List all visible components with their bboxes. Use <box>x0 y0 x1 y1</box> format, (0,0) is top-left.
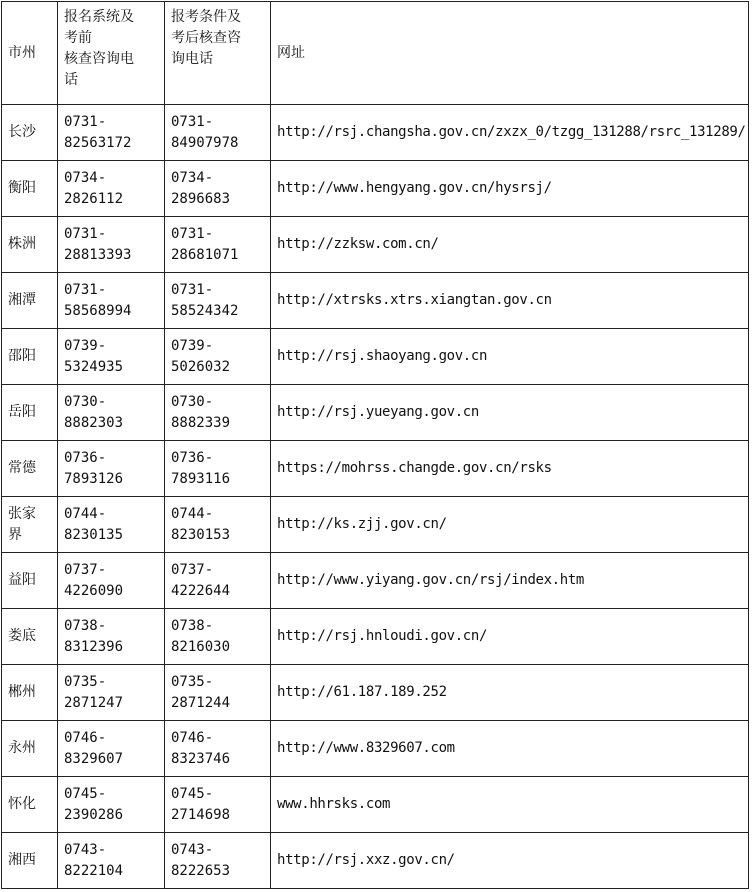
reg-phone-cell-line: 2826112 <box>64 190 124 207</box>
city-cell <box>2 665 58 721</box>
table-row <box>2 665 749 721</box>
url-link[interactable]: http://www.hengyang.gov.cn/hysrsj/ <box>277 180 552 196</box>
header-cond-phone-line: 报考条件及 <box>171 9 241 25</box>
city-cell-line: 郴州 <box>8 684 36 700</box>
url-cell <box>271 777 749 833</box>
city-cell <box>2 161 58 217</box>
reg-phone-cell-line: 0736- <box>64 449 107 466</box>
cond-phone-cell <box>165 441 271 497</box>
reg-phone-cell <box>58 161 165 217</box>
city-cell-line: 株洲 <box>8 236 36 252</box>
reg-phone-cell-line: 0730- <box>64 393 107 410</box>
table-row <box>2 721 749 777</box>
cond-phone-cell <box>165 217 271 273</box>
table-row <box>2 161 749 217</box>
city-cell <box>2 833 58 889</box>
city-cell-line: 界 <box>8 526 22 543</box>
cond-phone-cell-line: 28681071 <box>171 246 239 263</box>
city-cell-line: 邵阳 <box>8 348 36 364</box>
table-body <box>2 2 749 889</box>
header-cond-phone-line: 考后核查咨 <box>171 30 241 46</box>
url-cell <box>271 609 749 665</box>
cond-phone-cell <box>165 273 271 329</box>
header-city <box>2 2 58 105</box>
reg-phone-cell-line: 0743- <box>64 841 107 858</box>
reg-phone-cell <box>58 553 165 609</box>
reg-phone-cell-line: 7893126 <box>64 470 124 487</box>
reg-phone-cell <box>58 441 165 497</box>
cond-phone-cell-line: 2871244 <box>171 694 231 711</box>
contact-table <box>1 1 749 889</box>
cond-phone-cell-line: 0739- <box>171 337 214 354</box>
url-link[interactable]: http://rsj.hnloudi.gov.cn/ <box>277 628 488 644</box>
url-link[interactable]: http://rsj.yueyang.gov.cn <box>277 404 479 420</box>
city-cell <box>2 273 58 329</box>
cond-phone-cell <box>165 329 271 385</box>
reg-phone-cell <box>58 329 165 385</box>
cond-phone-cell-line: 5026032 <box>171 358 231 375</box>
url-link[interactable]: http://xtrsks.xtrs.xiangtan.gov.cn <box>277 292 552 308</box>
table-row <box>2 217 749 273</box>
reg-phone-cell-line: 2871247 <box>64 694 124 711</box>
cond-phone-cell-line: 0746- <box>171 729 214 746</box>
cond-phone-cell-line: 0734- <box>171 169 214 186</box>
city-cell-line: 长沙 <box>8 124 36 140</box>
city-cell <box>2 553 58 609</box>
cond-phone-cell-line: 2714698 <box>171 806 231 823</box>
url-link[interactable]: http://zzksw.com.cn/ <box>277 236 439 252</box>
table-row <box>2 777 749 833</box>
city-cell-line: 怀化 <box>8 796 36 812</box>
cond-phone-cell-line: 0735- <box>171 673 214 690</box>
cond-phone-cell-line: 0743- <box>171 841 214 858</box>
cond-phone-cell-line: 58524342 <box>171 302 239 319</box>
url-cell <box>271 385 749 441</box>
header-reg-phone-line: 报名系统及 <box>64 9 134 25</box>
cond-phone-cell-line: 0730- <box>171 393 214 410</box>
city-cell-line: 岳阳 <box>8 404 36 420</box>
url-cell <box>271 105 749 161</box>
header-reg-phone <box>58 2 165 105</box>
reg-phone-cell <box>58 833 165 889</box>
reg-phone-cell <box>58 105 165 161</box>
header-reg-phone-line: 核查咨询电 <box>64 51 134 67</box>
url-cell <box>271 217 749 273</box>
cond-phone-cell-line: 0731- <box>171 281 214 298</box>
url-cell <box>271 273 749 329</box>
cond-phone-cell-line: 8323746 <box>171 750 231 767</box>
cond-phone-cell-line: 0737- <box>171 561 214 578</box>
url-link[interactable]: http://www.8329607.com <box>277 740 455 756</box>
cond-phone-cell-line: 0731- <box>171 225 214 242</box>
reg-phone-cell <box>58 609 165 665</box>
reg-phone-cell-line: 0745- <box>64 785 107 802</box>
reg-phone-cell-line: 4226090 <box>64 582 124 599</box>
reg-phone-cell <box>58 721 165 777</box>
table-row <box>2 105 749 161</box>
url-link[interactable]: www.hhrsks.com <box>277 796 391 812</box>
reg-phone-cell <box>58 273 165 329</box>
cond-phone-cell <box>165 161 271 217</box>
reg-phone-cell-line: 0734- <box>64 169 107 186</box>
city-cell-line: 衡阳 <box>8 180 36 196</box>
reg-phone-cell-line: 82563172 <box>64 134 132 151</box>
reg-phone-cell <box>58 217 165 273</box>
reg-phone-cell-line: 28813393 <box>64 246 132 263</box>
url-cell <box>271 497 749 553</box>
reg-phone-cell <box>58 665 165 721</box>
url-link[interactable]: http://rsj.changsha.gov.cn/zxzx_0/tzgg_131288/rsrc_131289/ <box>277 124 746 140</box>
header-reg-phone-line: 考前 <box>64 30 92 46</box>
cond-phone-cell <box>165 553 271 609</box>
url-link[interactable]: http://rsj.xxz.gov.cn/ <box>277 852 455 868</box>
reg-phone-cell-line: 0744- <box>64 505 107 522</box>
reg-phone-cell-line: 8882303 <box>64 414 124 431</box>
city-cell-line: 湘西 <box>8 852 36 868</box>
reg-phone-cell <box>58 777 165 833</box>
header-row <box>2 2 749 105</box>
reg-phone-cell-line: 0739- <box>64 337 107 354</box>
reg-phone-cell-line: 0735- <box>64 673 107 690</box>
table-row <box>2 329 749 385</box>
reg-phone-cell-line: 0731- <box>64 113 107 130</box>
cond-phone-cell <box>165 497 271 553</box>
city-cell <box>2 217 58 273</box>
cond-phone-cell <box>165 777 271 833</box>
url-link[interactable]: http://61.187.189.252 <box>277 684 447 700</box>
reg-phone-cell-line: 0746- <box>64 729 107 746</box>
url-cell <box>271 665 749 721</box>
cond-phone-cell-line: 0745- <box>171 785 214 802</box>
url-link[interactable]: https://mohrss.changde.gov.cn/rsks <box>277 460 552 476</box>
cond-phone-cell-line: 8230153 <box>171 526 231 543</box>
reg-phone-cell-line: 58568994 <box>64 302 132 319</box>
reg-phone-cell <box>58 497 165 553</box>
table-row <box>2 553 749 609</box>
table-row <box>2 497 749 553</box>
url-cell <box>271 329 749 385</box>
city-cell-line: 娄底 <box>8 628 36 644</box>
url-link[interactable]: http://www.yiyang.gov.cn/rsj/index.htm <box>277 572 584 588</box>
reg-phone-cell-line: 2390286 <box>64 806 124 823</box>
table-row <box>2 385 749 441</box>
reg-phone-cell-line: 0738- <box>64 617 107 634</box>
city-cell <box>2 385 58 441</box>
header-url-text: 网址 <box>277 44 305 61</box>
header-url <box>271 2 749 105</box>
header-cond-phone-line: 询电话 <box>171 51 213 67</box>
url-cell <box>271 721 749 777</box>
city-cell-line: 张家 <box>8 505 36 522</box>
reg-phone-cell-line: 8312396 <box>64 638 124 655</box>
reg-phone-cell <box>58 385 165 441</box>
url-cell <box>271 553 749 609</box>
url-link[interactable]: http://rsj.shaoyang.gov.cn <box>277 348 488 364</box>
cond-phone-cell-line: 8222653 <box>171 862 231 879</box>
cond-phone-cell-line: 0731- <box>171 113 214 130</box>
cond-phone-cell-line: 7893116 <box>171 470 231 487</box>
url-cell <box>271 441 749 497</box>
cond-phone-cell <box>165 721 271 777</box>
header-reg-phone-line: 话 <box>64 72 78 88</box>
reg-phone-cell-line: 8230135 <box>64 526 124 543</box>
city-cell <box>2 777 58 833</box>
cond-phone-cell-line: 2896683 <box>171 190 231 207</box>
cond-phone-cell <box>165 385 271 441</box>
cond-phone-cell-line: 0738- <box>171 617 214 634</box>
cond-phone-cell-line: 0736- <box>171 449 214 466</box>
city-cell-line: 湘潭 <box>8 292 36 308</box>
cond-phone-cell-line: 84907978 <box>171 134 239 151</box>
cond-phone-cell <box>165 609 271 665</box>
city-cell <box>2 441 58 497</box>
header-city-text: 市州 <box>8 44 36 61</box>
cond-phone-cell <box>165 665 271 721</box>
city-cell <box>2 609 58 665</box>
table-row <box>2 441 749 497</box>
city-cell-line: 益阳 <box>8 572 36 588</box>
city-cell <box>2 721 58 777</box>
cond-phone-cell-line: 0744- <box>171 505 214 522</box>
table-row <box>2 833 749 889</box>
reg-phone-cell-line: 0731- <box>64 225 107 242</box>
reg-phone-cell-line: 0731- <box>64 281 107 298</box>
cond-phone-cell-line: 4222644 <box>171 582 231 599</box>
city-cell-line: 永州 <box>8 740 36 756</box>
url-cell <box>271 161 749 217</box>
city-cell <box>2 105 58 161</box>
table-row <box>2 273 749 329</box>
cond-phone-cell <box>165 105 271 161</box>
cond-phone-cell-line: 8882339 <box>171 414 231 431</box>
reg-phone-cell-line: 8222104 <box>64 862 124 879</box>
url-link[interactable]: http://ks.zjj.gov.cn/ <box>277 516 447 532</box>
header-cond-phone <box>165 2 271 105</box>
url-cell <box>271 833 749 889</box>
table-row <box>2 609 749 665</box>
city-cell <box>2 497 58 553</box>
city-cell-line: 常德 <box>8 460 36 476</box>
reg-phone-cell-line: 8329607 <box>64 750 124 767</box>
cond-phone-cell-line: 8216030 <box>171 638 231 655</box>
city-cell <box>2 329 58 385</box>
reg-phone-cell-line: 5324935 <box>64 358 124 375</box>
reg-phone-cell-line: 0737- <box>64 561 107 578</box>
cond-phone-cell <box>165 833 271 889</box>
